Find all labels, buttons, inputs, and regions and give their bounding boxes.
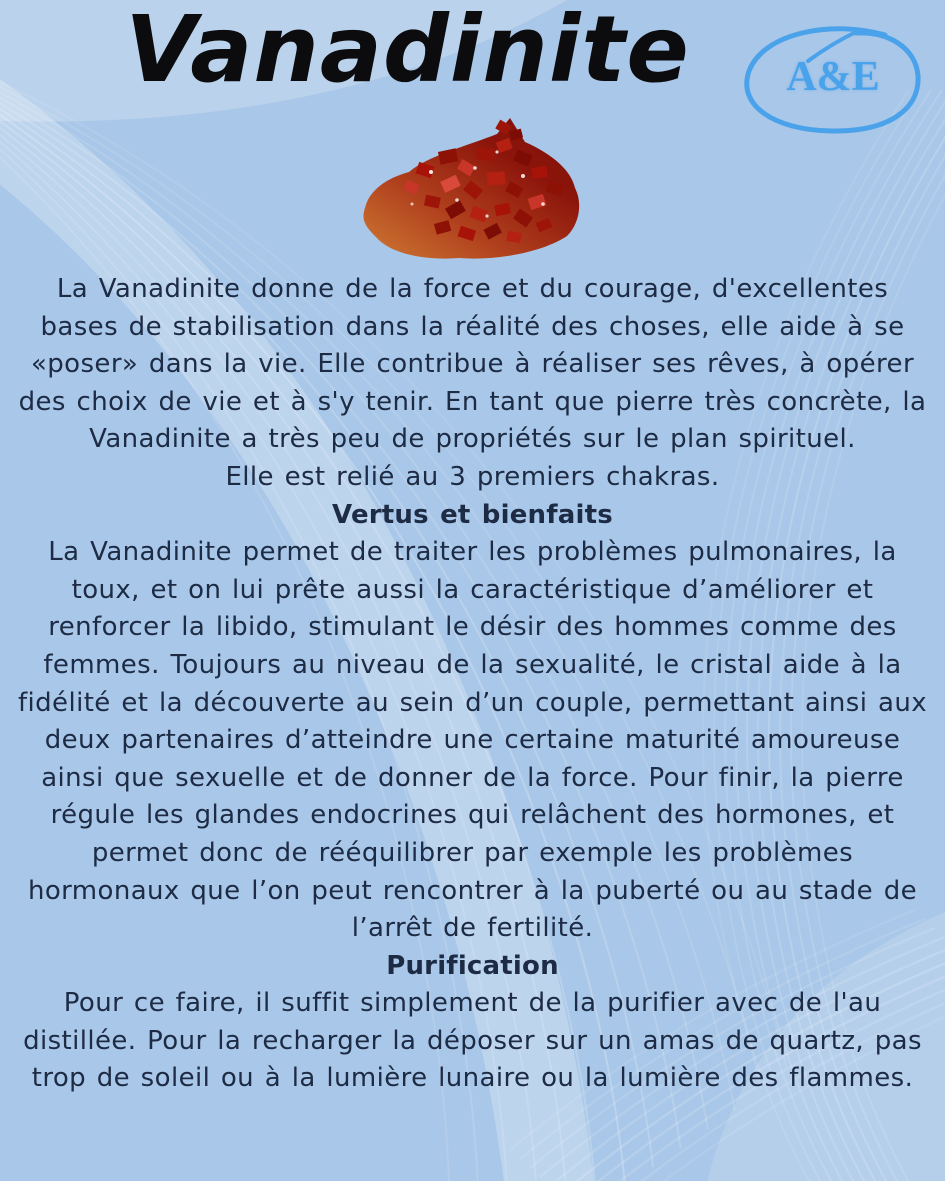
purification-heading: Purification xyxy=(386,950,559,981)
virtues-heading: Vertus et bienfaits xyxy=(332,499,613,530)
virtues-paragraph: La Vanadinite permet de traiter les problèmes pulmonaires, la toux, et on lui prête aussi la caractéristique d’améliorer et renforcer la libido, stimulant le désir des hommes comme des femmes. Toujours au niveau de la sexualité, le cristal aide à la fidélité et la découverte au sein d’un couple, permettant ainsi aux deux partenaires d’atteindre une certaine maturité amoureuse ainsi que sexuelle et de donner de la force. Pour finir, la pierre régule les glandes endocrines qui relâchent des hormones, et permet donc de rééquilibrer par exemple les problèmes hormonaux que l’on peut rencontrer à la puberté ou au stade de l’arrêt de fertilité. xyxy=(17,537,928,944)
brand-logo-text: A&E xyxy=(786,54,880,101)
chakra-line: Elle est relié au 3 premiers chakras. xyxy=(225,461,720,492)
purification-paragraph: Pour ce faire, il suffit simplement de la purifier avec de l'au distillée. Pour la recharger la déposer sur un amas de quartz, pas trop de soleil ou à la lumière lunaire ou la lumière des flammes. xyxy=(23,988,922,1094)
vanadinite-crystal-photo xyxy=(347,112,599,270)
page-title: Vanadinite xyxy=(125,0,690,103)
intro-paragraph: La Vanadinite donne de la force et du courage, d'excellentes bases de stabilisation dans la réalité des choses, elle aide à se «poser» dans la vie. Elle contribue à réaliser ses rêves, à opérer des choix de vie et à s'y tenir. En tant que pierre très concrète, la Vanadinite a très peu de propriétés sur le plan spirituel. xyxy=(18,274,927,455)
article-body xyxy=(17,271,928,1098)
brand-logo xyxy=(735,18,931,140)
